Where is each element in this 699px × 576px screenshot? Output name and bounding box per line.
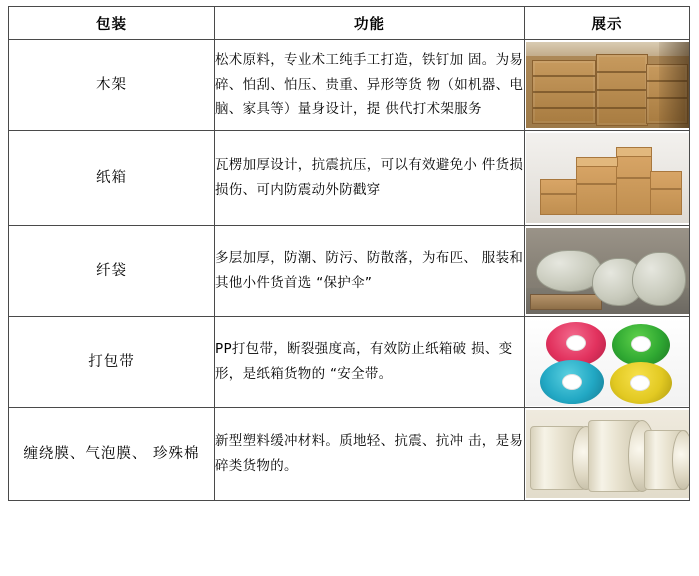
table-header [9,7,690,40]
pallet [530,294,602,310]
table-body [9,40,690,501]
carton-medium [576,163,618,215]
table-row [9,40,690,131]
table-row [9,408,690,501]
column-header-display: 展示 [525,7,690,40]
table-row [9,131,690,226]
cell-display-image [525,317,690,408]
cell-function-desc: PP打包带，断裂强度高，有效防止纸箱破 损、变形，是纸箱货物的 “安全带。 [215,317,525,408]
cell-display-image [525,226,690,317]
cell-function-desc: 松术原料，专业术工纯手工打造，铁钉加 固。为易碎、怕刮、怕压、贵重、异形等货 物（如机器、电脑、家具等）量身设计，提 供代打术架服务 [215,40,525,131]
carton-lid-tall [616,147,652,157]
strapping-roll-hole [562,374,582,390]
wooden-crate-photo [526,42,689,128]
photo-shadow [659,42,689,128]
carton-tall [616,153,652,215]
strapping-roll-hole [566,335,586,351]
cell-packaging-name: 纤袋 [9,226,215,317]
woven-bag-photo [526,228,689,314]
strapping-roll-hole [630,375,650,391]
column-header-function: 功能 [215,7,525,40]
woven-sack-right [632,252,686,306]
packaging-table-page [0,6,699,576]
packaging-table [8,6,690,501]
table-row [9,226,690,317]
carton-box-photo [526,133,689,223]
crate-front [532,60,596,124]
table-header-row [9,7,690,40]
cell-function-desc: 新型塑料缓冲材料。质地轻、抗震、抗冲 击，是易碎类货物的。 [215,408,525,501]
strapping-roll-photo [526,318,689,406]
cell-display-image [525,408,690,501]
column-header-packaging: 包装 [9,7,215,40]
cell-packaging-name: 木架 [9,40,215,131]
cell-packaging-name: 打包带 [9,317,215,408]
cell-function-desc: 瓦楞加厚设计，抗震抗压，可以有效避免小 件货损损伤、可内防震动外防戳穿 [215,131,525,226]
stretch-film-photo [526,410,689,498]
cell-display-image [525,131,690,226]
carton-small-right [650,171,682,215]
cell-display-image [525,40,690,131]
carton-small-left [540,179,578,215]
crate-middle [596,54,648,126]
carton-lid-medium [576,157,618,167]
cell-function-desc: 多层加厚，防潮、防污、防散落，为布匹、 服装和其他小件货首选 “保护伞” [215,226,525,317]
cell-packaging-name: 缠绕膜、气泡膜、 珍殊棉 [9,408,215,501]
strapping-roll-hole [631,336,651,352]
table-row [9,317,690,408]
cell-packaging-name: 纸箱 [9,131,215,226]
